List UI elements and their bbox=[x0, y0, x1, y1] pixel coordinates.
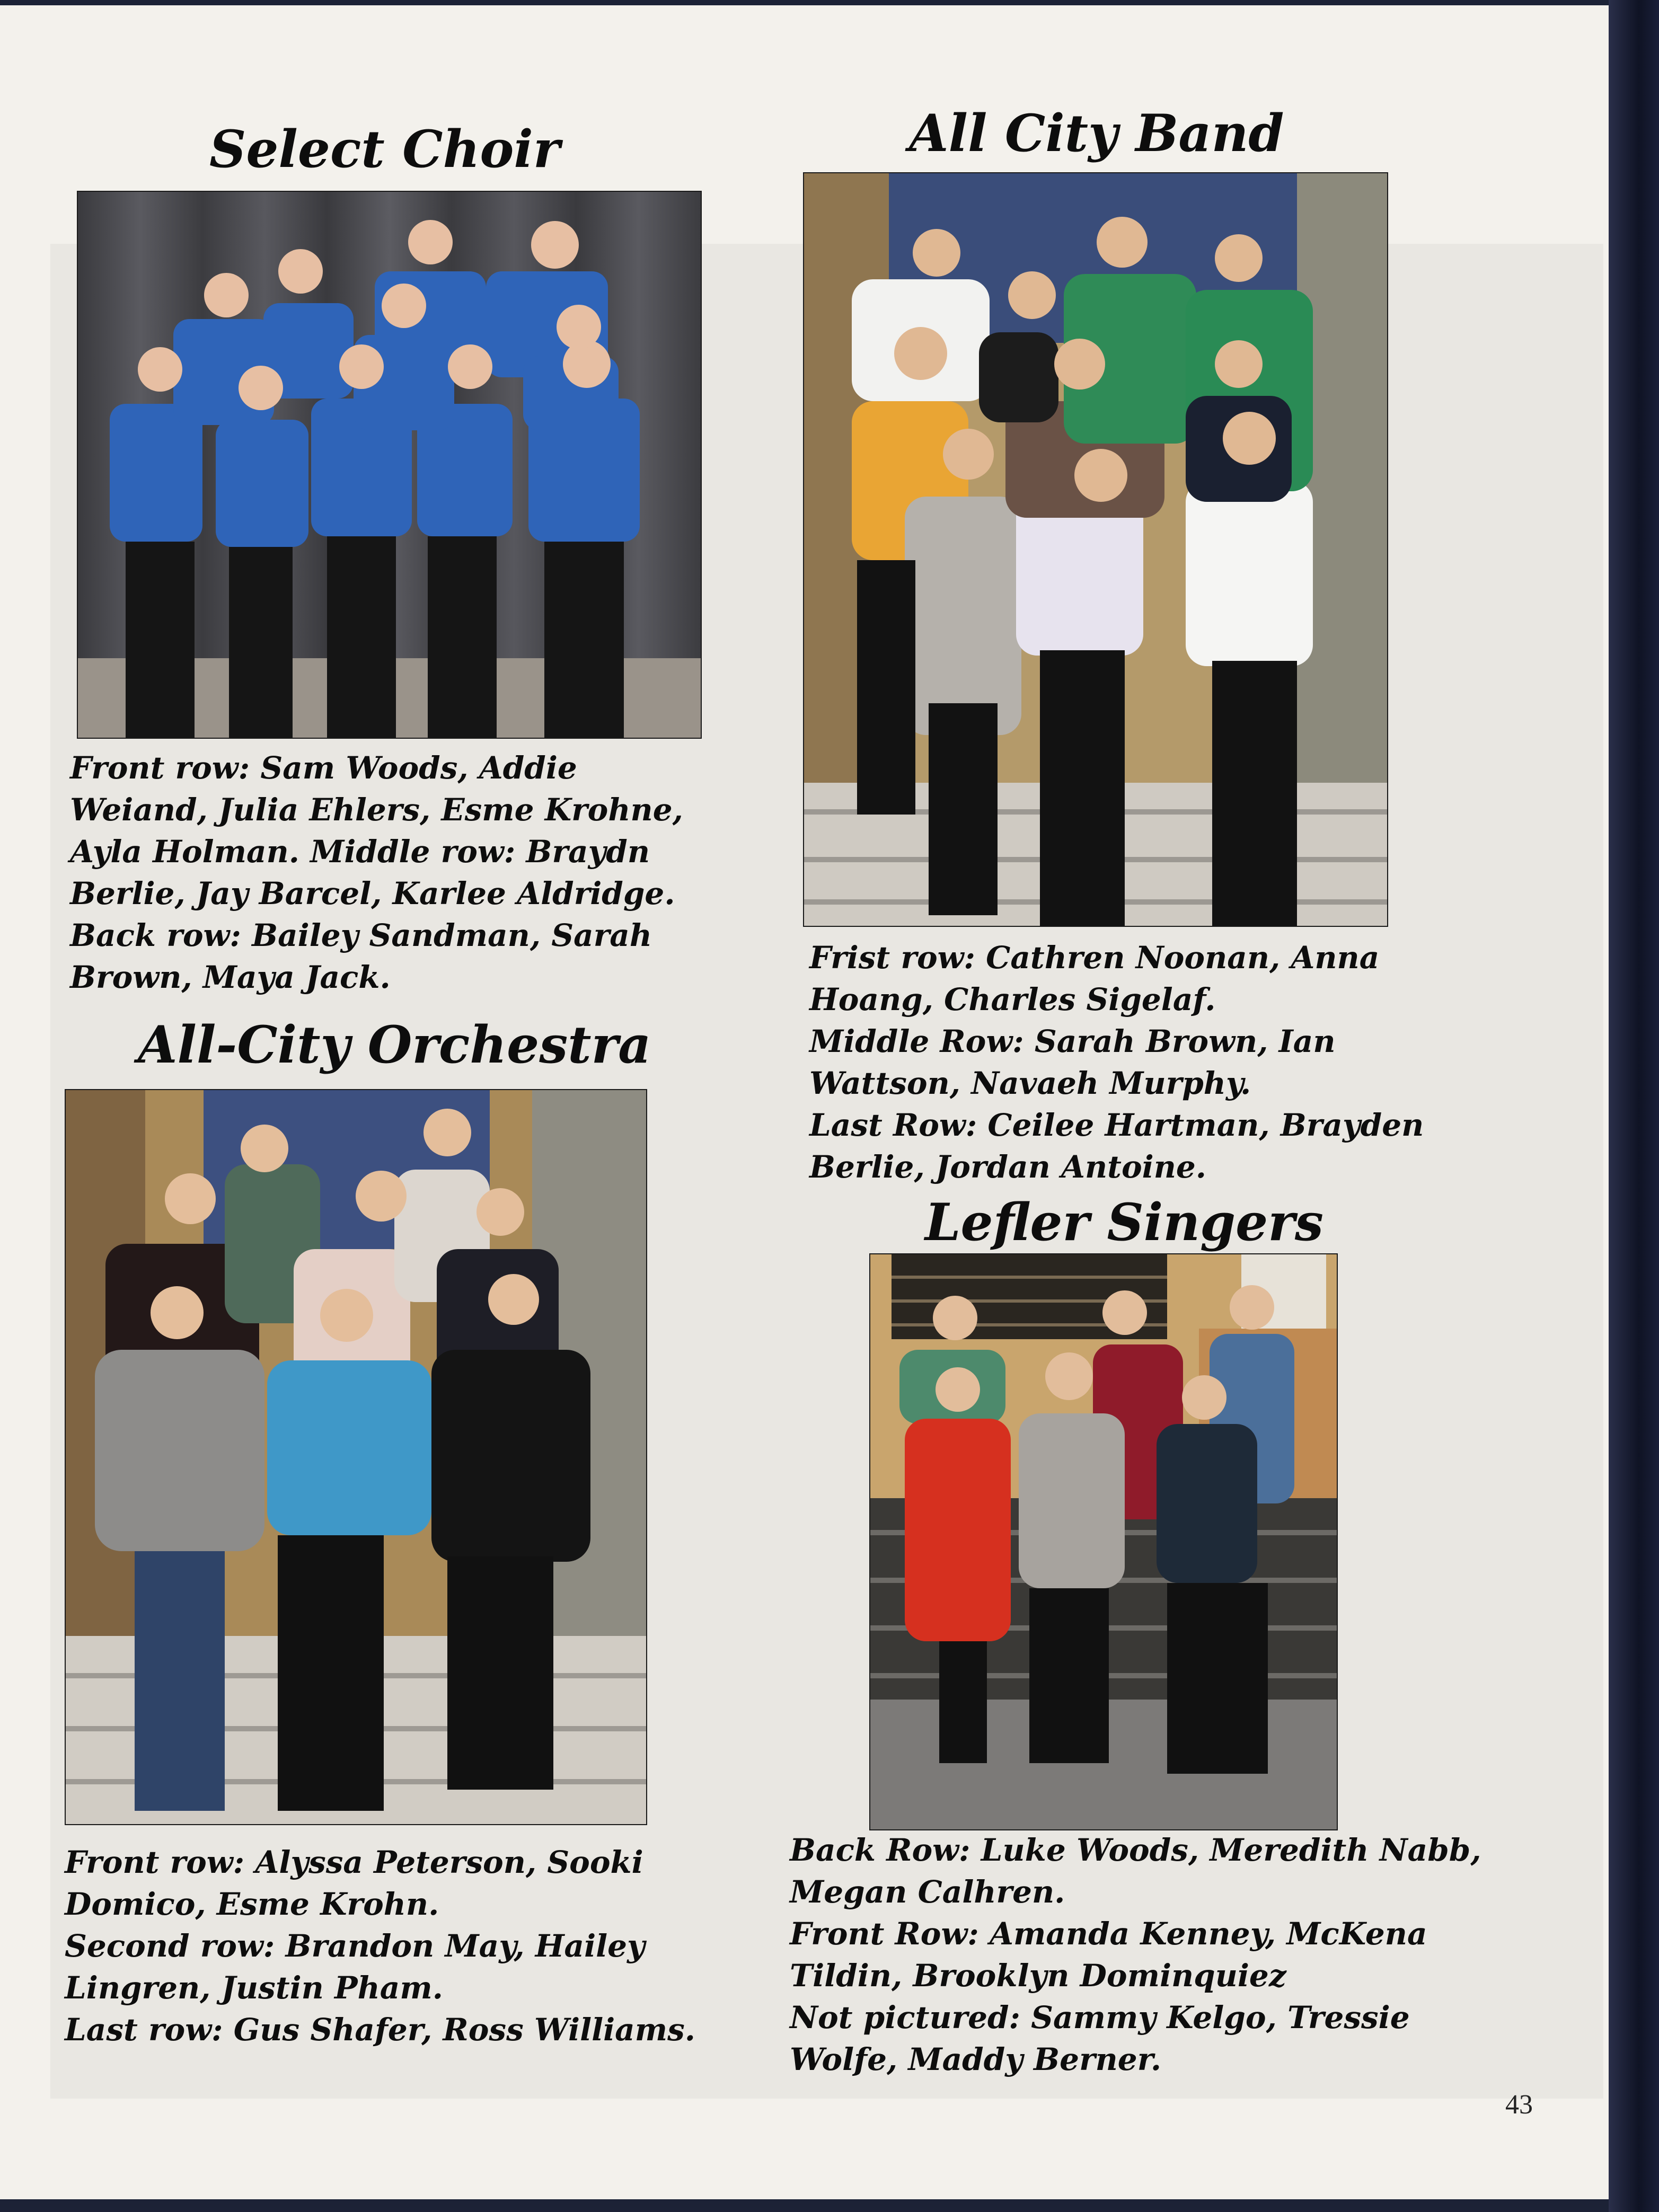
caption-line: Tildin, Brooklyn Dominquiez bbox=[790, 1958, 1286, 1994]
caption-line: Wattson, Navaeh Murphy. bbox=[809, 1065, 1251, 1101]
caption-line: Lingren, Justin Pham. bbox=[65, 1970, 443, 2006]
caption-line: Berlie, Jordan Antoine. bbox=[809, 1149, 1206, 1185]
caption-line: Ayla Holman. Middle row: Braydn bbox=[70, 834, 650, 870]
caption-line: Berlie, Jay Barcel, Karlee Aldridge. bbox=[70, 875, 675, 912]
caption-line: Wolfe, Maddy Berner. bbox=[790, 2041, 1162, 2077]
caption-line: Hoang, Charles Sigelaf. bbox=[809, 981, 1216, 1017]
caption-line: Megan Calhren. bbox=[790, 1874, 1065, 1910]
select-choir-photo bbox=[77, 191, 702, 739]
caption-line: Front row: Alyssa Peterson, Sooki bbox=[65, 1844, 643, 1880]
caption-line: Back Row: Luke Woods, Meredith Nabb, bbox=[790, 1832, 1481, 1868]
all-city-band-title: All City Band bbox=[909, 103, 1284, 163]
caption-line: Front Row: Amanda Kenney, McKena bbox=[790, 1916, 1427, 1952]
select-choir-caption bbox=[70, 747, 722, 998]
page-number: 43 bbox=[1505, 2090, 1533, 2120]
caption-line: Weiand, Julia Ehlers, Esme Krohne, bbox=[70, 792, 683, 828]
all-city-orchestra-photo bbox=[65, 1089, 647, 1825]
caption-line: Last Row: Ceilee Hartman, Brayden bbox=[809, 1107, 1424, 1143]
caption-line: Frist row: Cathren Noonan, Anna bbox=[809, 940, 1380, 976]
lefler-singers-caption bbox=[790, 1829, 1564, 2081]
all-city-orchestra-caption bbox=[65, 1842, 733, 2051]
caption-line: Brown, Maya Jack. bbox=[70, 959, 391, 995]
all-city-band-photo bbox=[803, 172, 1388, 927]
caption-line: Back row: Bailey Sandman, Sarah bbox=[70, 917, 652, 953]
all-city-band-caption bbox=[809, 937, 1578, 1188]
caption-line: Domico, Esme Krohn. bbox=[65, 1886, 439, 1922]
caption-line: Middle Row: Sarah Brown, Ian bbox=[809, 1023, 1336, 1059]
caption-line: Not pictured: Sammy Kelgo, Tressie bbox=[790, 1999, 1410, 2036]
book-binding bbox=[1609, 0, 1659, 2212]
lefler-singers-title: Lefler Singers bbox=[925, 1192, 1323, 1252]
caption-line: Second row: Brandon May, Hailey bbox=[65, 1928, 645, 1964]
all-city-orchestra-title: All-City Orchestra bbox=[138, 1015, 651, 1075]
select-choir-title: Select Choir bbox=[209, 119, 560, 179]
caption-line: Last row: Gus Shafer, Ross Williams. bbox=[65, 2012, 695, 2048]
caption-line: Front row: Sam Woods, Addie bbox=[70, 750, 577, 786]
lefler-singers-photo bbox=[869, 1253, 1338, 1830]
